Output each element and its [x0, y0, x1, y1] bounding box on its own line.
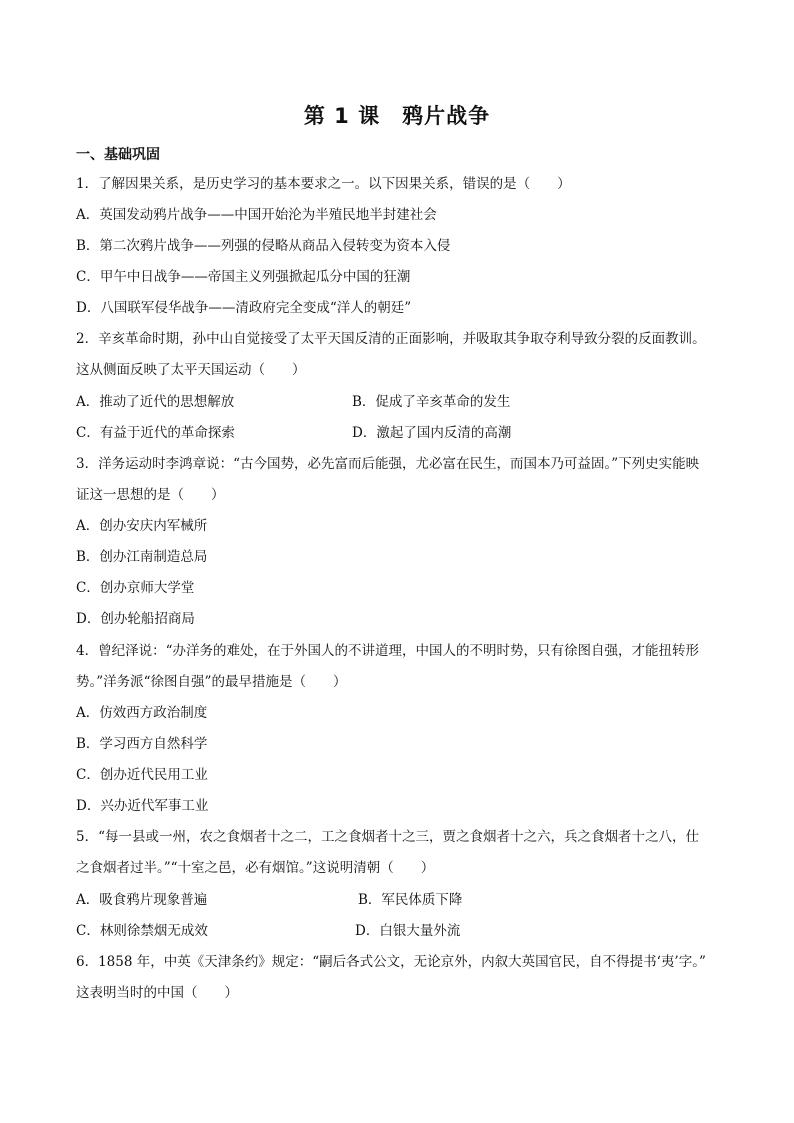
question-1-option-a: A．英国发动鸦片战争——中国开始沦为半殖民地半封建社会 [76, 207, 437, 223]
section-heading: 一、基础巩固 [76, 147, 160, 163]
question-5-stem-line-2: 之食烟者过半。”“十室之邑，必有烟馆。”这说明清朝（ ） [76, 860, 435, 876]
question-3-stem-line-1: 3．洋务运动时李鸿章说：“古今国势，必先富而后能强，尤必富在民生，而国本乃可益固。”下列史实能映 [76, 456, 700, 472]
question-2-option-c: C．有益于近代的革命探索 [76, 425, 235, 441]
question-2-option-a: A．推动了近代的思想解放 [76, 394, 235, 410]
question-4-option-b: B．学习西方自然科学 [76, 736, 208, 752]
question-1-stem: 1．了解因果关系，是历史学习的基本要求之一。以下因果关系，错误的是（ ） [76, 176, 571, 192]
question-3-option-d: D．创办轮船招商局 [76, 611, 195, 627]
question-2-option-d: D．激起了国内反清的高潮 [352, 425, 512, 441]
question-5-option-b: B．军民体质下降 [358, 892, 463, 908]
question-4-stem-line-1: 4．曾纪泽说：“办洋务的难处，在于外国人的不讲道理，中国人的不明时势，只有徐图自强，才能扭转形 [76, 643, 699, 659]
question-6-stem-line-1: 6．1858 年，中英《天津条约》规定：“嗣后各式公文，无论京外，内叙大英国官民，自不得提书‘夷’字。” [76, 954, 706, 970]
question-1-option-c: C．甲午中日战争——帝国主义列强掀起瓜分中国的狂潮 [76, 269, 411, 285]
question-3-stem-line-2: 证这一思想的是（ ） [76, 487, 225, 503]
question-5-option-a: A．吸食鸦片现象普遍 [76, 892, 208, 908]
question-2-option-b: B．促成了辛亥革命的发生 [352, 394, 511, 410]
question-5-option-c: C．林则徐禁烟无成效 [76, 923, 208, 939]
question-5-option-d: D．白银大量外流 [355, 923, 461, 939]
question-1-option-d: D．八国联军侵华战争——清政府完全变成“洋人的朝廷” [76, 300, 412, 316]
question-3-option-b: B．创办江南制造总局 [76, 549, 208, 565]
question-4-option-a: A．仿效西方政治制度 [76, 705, 208, 721]
question-4-option-d: D．兴办近代军事工业 [76, 798, 209, 814]
question-4-option-c: C．创办近代民用工业 [76, 767, 208, 783]
question-5-stem-line-1: 5．“每一县或一州，农之食烟者十之二，工之食烟者十之三，贾之食烟者十之六，兵之食烟者十之八，仕 [76, 829, 699, 845]
question-2-stem-line-2: 这从侧面反映了太平天国运动（ ） [76, 362, 306, 378]
question-4-stem-line-2: 势。”洋务派“徐图自强”的最早措施是（ ） [76, 674, 347, 690]
question-2-stem-line-1: 2．辛亥革命时期，孙中山自觉接受了太平天国反清的正面影响，并吸取其争取夺利导致分裂的反面教训。 [76, 331, 706, 347]
question-1-option-b: B．第二次鸦片战争——列强的侵略从商品入侵转变为资本入侵 [76, 238, 451, 254]
page-title: 第 1 课 鸦片战争 [303, 104, 491, 128]
question-3-option-c: C．创办京师大学堂 [76, 580, 195, 596]
question-6-stem-line-2: 这表明当时的中国（ ） [76, 985, 238, 1001]
question-3-option-a: A．创办安庆内军械所 [76, 518, 208, 534]
